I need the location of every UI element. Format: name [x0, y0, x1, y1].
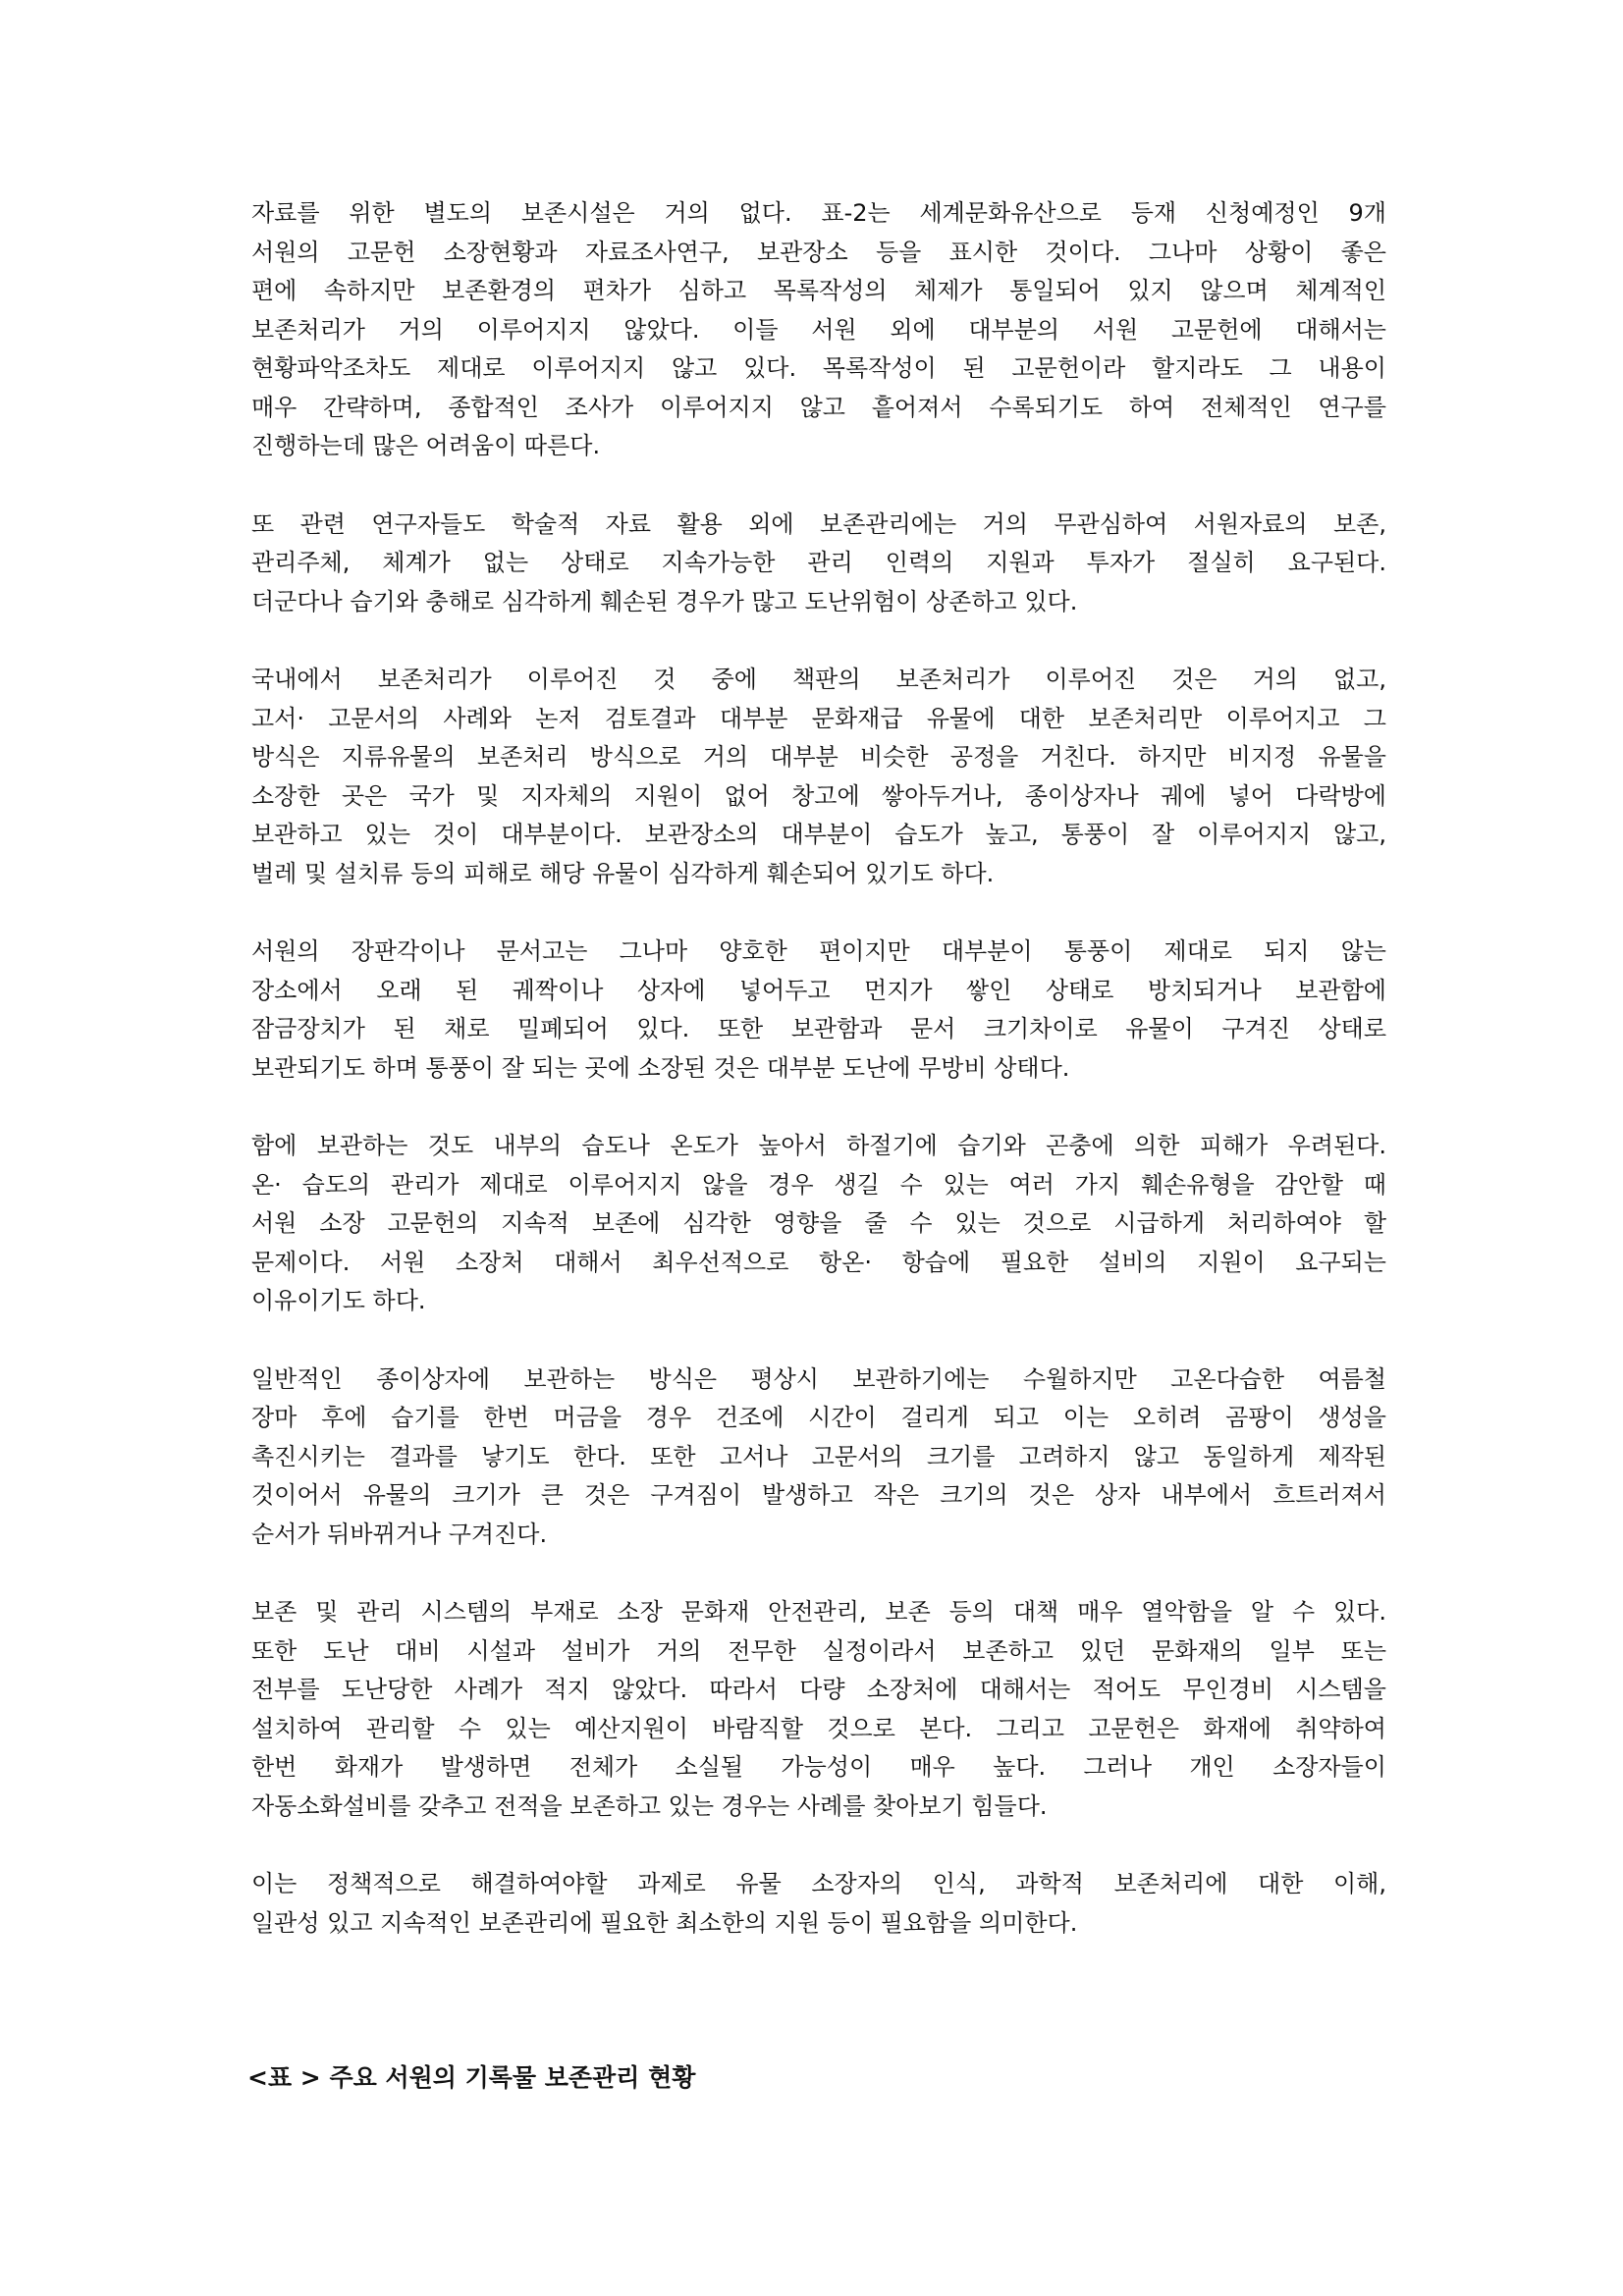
- text-line: 서원 소장 고문헌의 지속적 보존에 심각한 영향을 줄 수 있는 것으로 시급하게 처리하여야 할: [251, 1209, 1386, 1237]
- text-line: 일관성 있고 지속적인 보존관리에 필요한 최소한의 지원 등이 필요함을 의미한다.: [251, 1908, 1078, 1937]
- text-line: 장마 후에 습기를 한번 머금을 경우 건조에 시간이 걸리게 되고 이는 오히려 곰팡이 생성을: [251, 1404, 1386, 1431]
- text-line: 전부를 도난당한 사례가 적지 않았다. 따라서 다량 소장처에 대해서는 적어도 무인경비 시스템을: [251, 1676, 1386, 1703]
- paragraph: [251, 661, 1386, 893]
- text-line: 문제이다. 서원 소장처 대해서 최우선적으로 항온· 항습에 필요한 설비의 지원이 요구되는: [251, 1248, 1386, 1276]
- text-line: 현황파악조차도 제대로 이루어지지 않고 있다. 목록작성이 된 고문헌이라 할지라도 그 내용이: [251, 354, 1386, 382]
- text-line: 진행하는데 많은 어려움이 따른다.: [251, 432, 601, 459]
- paragraph: [251, 194, 1386, 466]
- text-line: 또 관련 연구자들도 학술적 자료 활용 외에 보존관리에는 거의 무관심하여 서원자료의 보존,: [251, 509, 1386, 538]
- text-line: 소장한 곳은 국가 및 지자체의 지원이 없어 창고에 쌓아두거나, 종이상자나 궤에 넣어 다락방에: [251, 781, 1386, 810]
- text-line: 장소에서 오래 된 궤짝이나 상자에 넣어두고 먼지가 쌓인 상태로 방치되거나 보관함에: [251, 976, 1386, 1004]
- text-line: 편에 속하지만 보존환경의 편차가 심하고 목록작성의 체제가 통일되어 있지 않으며 체계적인: [251, 277, 1386, 304]
- text-line: 더군다나 습기와 충해로 심각하게 훼손된 경우가 많고 도난위험이 상존하고 있다.: [251, 587, 1078, 615]
- text-line: 관리주체, 체계가 없는 상태로 지속가능한 관리 인력의 지원과 투자가 절실히 요구된다.: [251, 549, 1386, 576]
- text-line: 자료를 위한 별도의 보존시설은 거의 없다. 표-2는 세계문화유산으로 등재 신청예정인 9개: [251, 199, 1386, 227]
- text-line: 매우 간략하며, 종합적인 조사가 이루어지지 않고 흩어져서 수록되기도 하여 전체적인 연구를: [251, 393, 1386, 421]
- text-line: 서원의 장판각이나 문서고는 그나마 양호한 편이지만 대부분이 통풍이 제대로 되지 않는: [251, 937, 1386, 965]
- text-line: 순서가 뒤바뀌거나 구겨진다.: [251, 1520, 548, 1548]
- paragraph: [251, 1361, 1386, 1555]
- paragraph: [251, 1593, 1386, 1826]
- text-line: 한번 화재가 발생하면 전체가 소실될 가능성이 매우 높다. 그러나 개인 소장자들이: [251, 1753, 1386, 1781]
- text-line: 일반적인 종이상자에 보관하는 방식은 평상시 보관하기에는 수월하지만 고온다습한 여름철: [251, 1364, 1386, 1393]
- text-line: 것이어서 유물의 크기가 큰 것은 구겨짐이 발생하고 작은 크기의 것은 상자 내부에서 흐트러져서: [251, 1481, 1386, 1509]
- document-body: [251, 194, 1386, 1982]
- text-line: 촉진시키는 결과를 낳기도 한다. 또한 고서나 고문서의 크기를 고려하지 않고 동일하게 제작된: [251, 1442, 1386, 1470]
- text-line: 설치하여 관리할 수 있는 예산지원이 바람직할 것으로 본다. 그리고 고문헌은 화재에 취약하여: [251, 1714, 1386, 1742]
- text-line: 이유이기도 하다.: [251, 1287, 426, 1314]
- text-line: 함에 보관하는 것도 내부의 습도나 온도가 높아서 하절기에 습기와 곤충에 의한 피해가 우려된다.: [251, 1132, 1386, 1159]
- text-line: 이는 정책적으로 해결하여야할 과제로 유물 소장자의 인식, 과학적 보존처리에 대한 이해,: [251, 1870, 1386, 1897]
- text-line: 보관하고 있는 것이 대부분이다. 보관장소의 대부분이 습도가 높고, 통풍이 잘 이루어지지 않고,: [251, 821, 1386, 848]
- text-line: 방식은 지류유물의 보존처리 방식으로 거의 대부분 비슷한 공정을 거친다. 하지만 비지정 유물을: [251, 743, 1386, 771]
- text-line: 보관되기도 하며 통풍이 잘 되는 곳에 소장된 것은 대부분 도난에 무방비 상태다.: [251, 1053, 1070, 1082]
- text-line: 잠금장치가 된 채로 밀폐되어 있다. 또한 보관함과 문서 크기차이로 유물이 구겨진 상태로: [251, 1015, 1386, 1042]
- paragraph: [251, 506, 1386, 622]
- text-line: 온· 습도의 관리가 제대로 이루어지지 않을 경우 생길 수 있는 여러 가지 훼손유형을 감안할 때: [251, 1170, 1386, 1199]
- text-line: 보존 및 관리 시스템의 부재로 소장 문화재 안전관리, 보존 등의 대책 매우 열악함을 알 수 있다.: [251, 1598, 1386, 1626]
- paragraph: [251, 933, 1386, 1088]
- table-caption: <표 > 주요 서원의 기록물 보존관리 현황: [247, 2063, 696, 2092]
- text-line: 벌레 및 설치류 등의 피해로 해당 유물이 심각하게 훼손되어 있기도 하다.: [251, 859, 995, 887]
- text-line: 서원의 고문헌 소장현황과 자료조사연구, 보관장소 등을 표시한 것이다. 그나마 상황이 좋은: [251, 238, 1386, 266]
- text-line: 고서· 고문서의 사례와 논저 검토결과 대부분 문화재급 유물에 대한 보존처리만 이루어지고 그: [251, 704, 1386, 732]
- paragraph: [251, 1127, 1386, 1321]
- paragraph: [251, 1865, 1386, 1943]
- text-line: 보존처리가 거의 이루어지지 않았다. 이들 서원 외에 대부분의 서원 고문헌에 대해서는: [251, 315, 1386, 344]
- text-line: 국내에서 보존처리가 이루어진 것 중에 책판의 보존처리가 이루어진 것은 거의 없고,: [251, 666, 1386, 693]
- text-line: 자동소화설비를 갖추고 전적을 보존하고 있는 경우는 사례를 찾아보기 힘들다.: [251, 1791, 1048, 1820]
- text-line: 또한 도난 대비 시설과 설비가 거의 전무한 실정이라서 보존하고 있던 문화재의 일부 또는: [251, 1636, 1386, 1665]
